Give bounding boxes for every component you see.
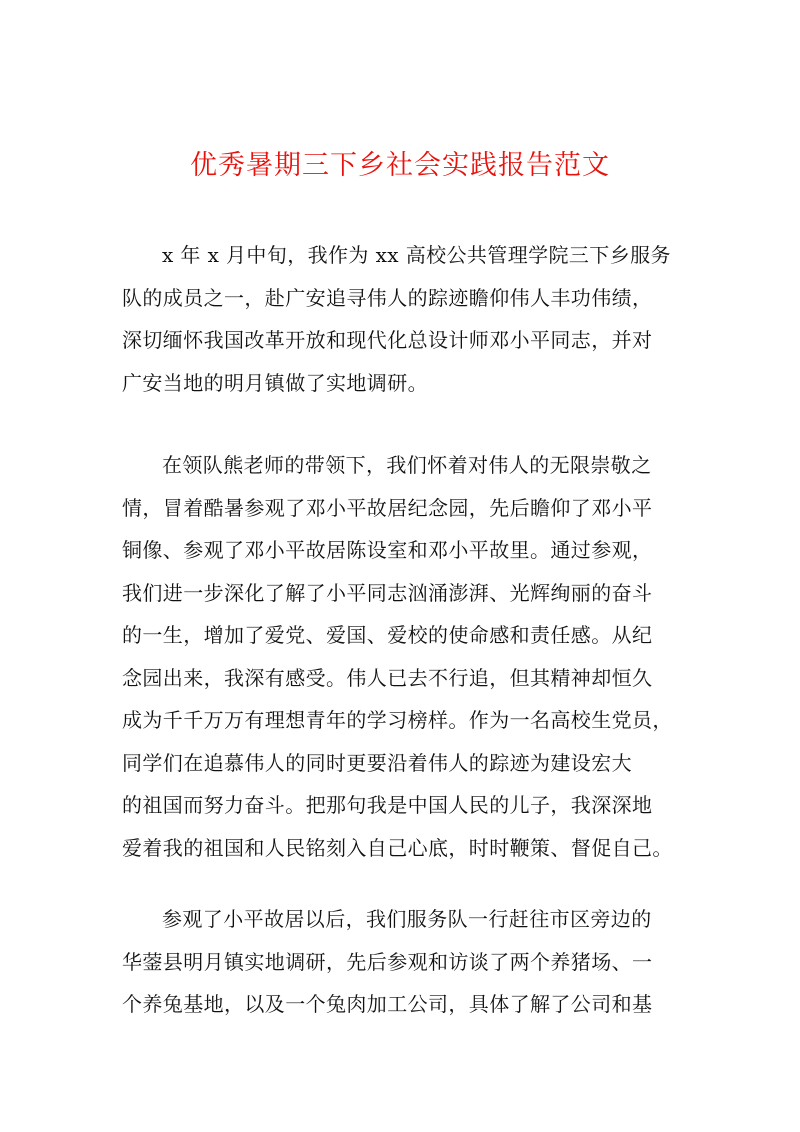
paragraph-line: 念园出来，我深有感受。伟人已去不行追，但其精神却恒久 xyxy=(122,665,653,690)
paragraph-line: 队的成员之一，赴广安追寻伟人的踪迹瞻仰伟人丰功伟绩， xyxy=(122,285,653,310)
paragraph-2 xyxy=(122,444,682,869)
paragraph-3 xyxy=(122,898,682,1026)
paragraph-line: 铜像、参观了邓小平故居陈设室和邓小平故里。通过参观， xyxy=(122,538,653,562)
paragraph-line: 成为千千万万有理想青年的学习榜样。作为一名高校生党员， xyxy=(122,708,673,732)
paragraph-line: 我们进一步深化了解了小平同志汹涌澎湃、光辉绚丽的奋斗 xyxy=(122,580,653,605)
paragraph-line: 的一生，增加了爱党、爱国、爱校的使命感和责任感。从纪 xyxy=(122,623,653,647)
paragraph-1 xyxy=(122,234,682,404)
paragraph-line: 情，冒着酷暑参观了邓小平故居纪念园，先后瞻仰了邓小平 xyxy=(122,495,653,520)
paragraph-line: 爱着我的祖国和人民铭刻入自己心底，时时鞭策、督促自己。 xyxy=(122,835,673,860)
paragraph-line: 参观了小平故居以后，我们服务队一行赶往市区旁边的 xyxy=(162,907,652,931)
paragraph-line: 同学们在追慕伟人的同时更要沿着伟人的踪迹为建设宏大 xyxy=(122,750,632,775)
paragraph-line: 个养兔基地，以及一个兔肉加工公司，具体了解了公司和基 xyxy=(122,992,653,1016)
paragraph-line: 在领队熊老师的带领下，我们怀着对伟人的无限崇敬之 xyxy=(162,453,652,477)
document-title: 优秀暑期三下乡社会实践报告范文 xyxy=(190,150,610,182)
paragraph-line: 的祖国而努力奋斗。把那句我是中国人民的儿子，我深深地 xyxy=(122,793,653,817)
paragraph-line: 广安当地的明月镇做了实地调研。 xyxy=(122,370,428,395)
paragraph-line: 深切缅怀我国改革开放和现代化总设计师邓小平同志，并对 xyxy=(122,328,653,352)
paragraph-line: 华蓥县明月镇实地调研，先后参观和访谈了两个养猪场、一 xyxy=(122,949,653,974)
paragraph-line: x 年 x 月中旬，我作为 xx 高校公共管理学院三下乡服务 xyxy=(162,243,671,267)
